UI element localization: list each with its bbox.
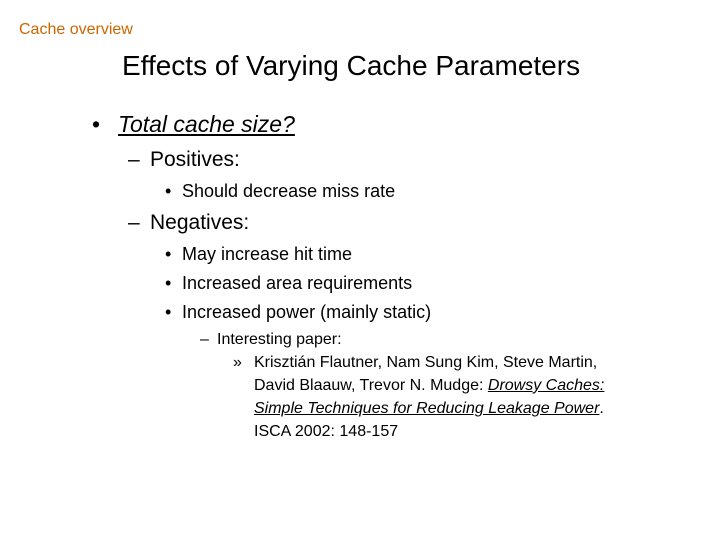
- section-label: Cache overview: [19, 21, 133, 38]
- negative-bullet: •: [165, 302, 172, 322]
- positives-heading: Positives:: [150, 148, 240, 171]
- paper-title-part1: Drowsy Caches:: [487, 377, 605, 394]
- positive-item: Should decrease miss rate: [182, 181, 396, 201]
- negative-bullet: •: [165, 244, 172, 264]
- paper-title-part2: Simple Techniques for Reducing Leakage Power: [254, 400, 600, 417]
- positives-dash: –: [128, 148, 140, 171]
- topic-bullet: •: [92, 111, 101, 137]
- reference-venue: ISCA 2002: 148-157: [254, 423, 399, 440]
- paper-dash: –: [200, 331, 209, 348]
- reference-title-line: [254, 397, 674, 420]
- positive-bullet: •: [165, 181, 172, 201]
- negative-item: Increased area requirements: [182, 273, 413, 293]
- reference-authors-line2-prefix: David Blaauw, Trevor N. Mudge:: [254, 377, 488, 394]
- reference-authors-line2: [254, 374, 674, 397]
- negatives-dash: –: [128, 211, 140, 234]
- reference-authors-line1: Krisztián Flautner, Nam Sung Kim, Steve Martin,: [254, 354, 598, 371]
- negatives-heading: Negatives:: [150, 211, 250, 234]
- negative-item: May increase hit time: [182, 244, 353, 264]
- paper-title-suffix: .: [599, 400, 604, 417]
- negative-bullet: •: [165, 273, 172, 293]
- slide-title: Effects of Varying Cache Parameters: [122, 50, 581, 81]
- negative-item: Increased power (mainly static): [182, 302, 432, 322]
- reference-marker: »: [233, 354, 242, 371]
- topic-text: Total cache size?: [118, 111, 295, 137]
- paper-reference: [254, 351, 674, 443]
- paper-heading: Interesting paper:: [217, 331, 342, 348]
